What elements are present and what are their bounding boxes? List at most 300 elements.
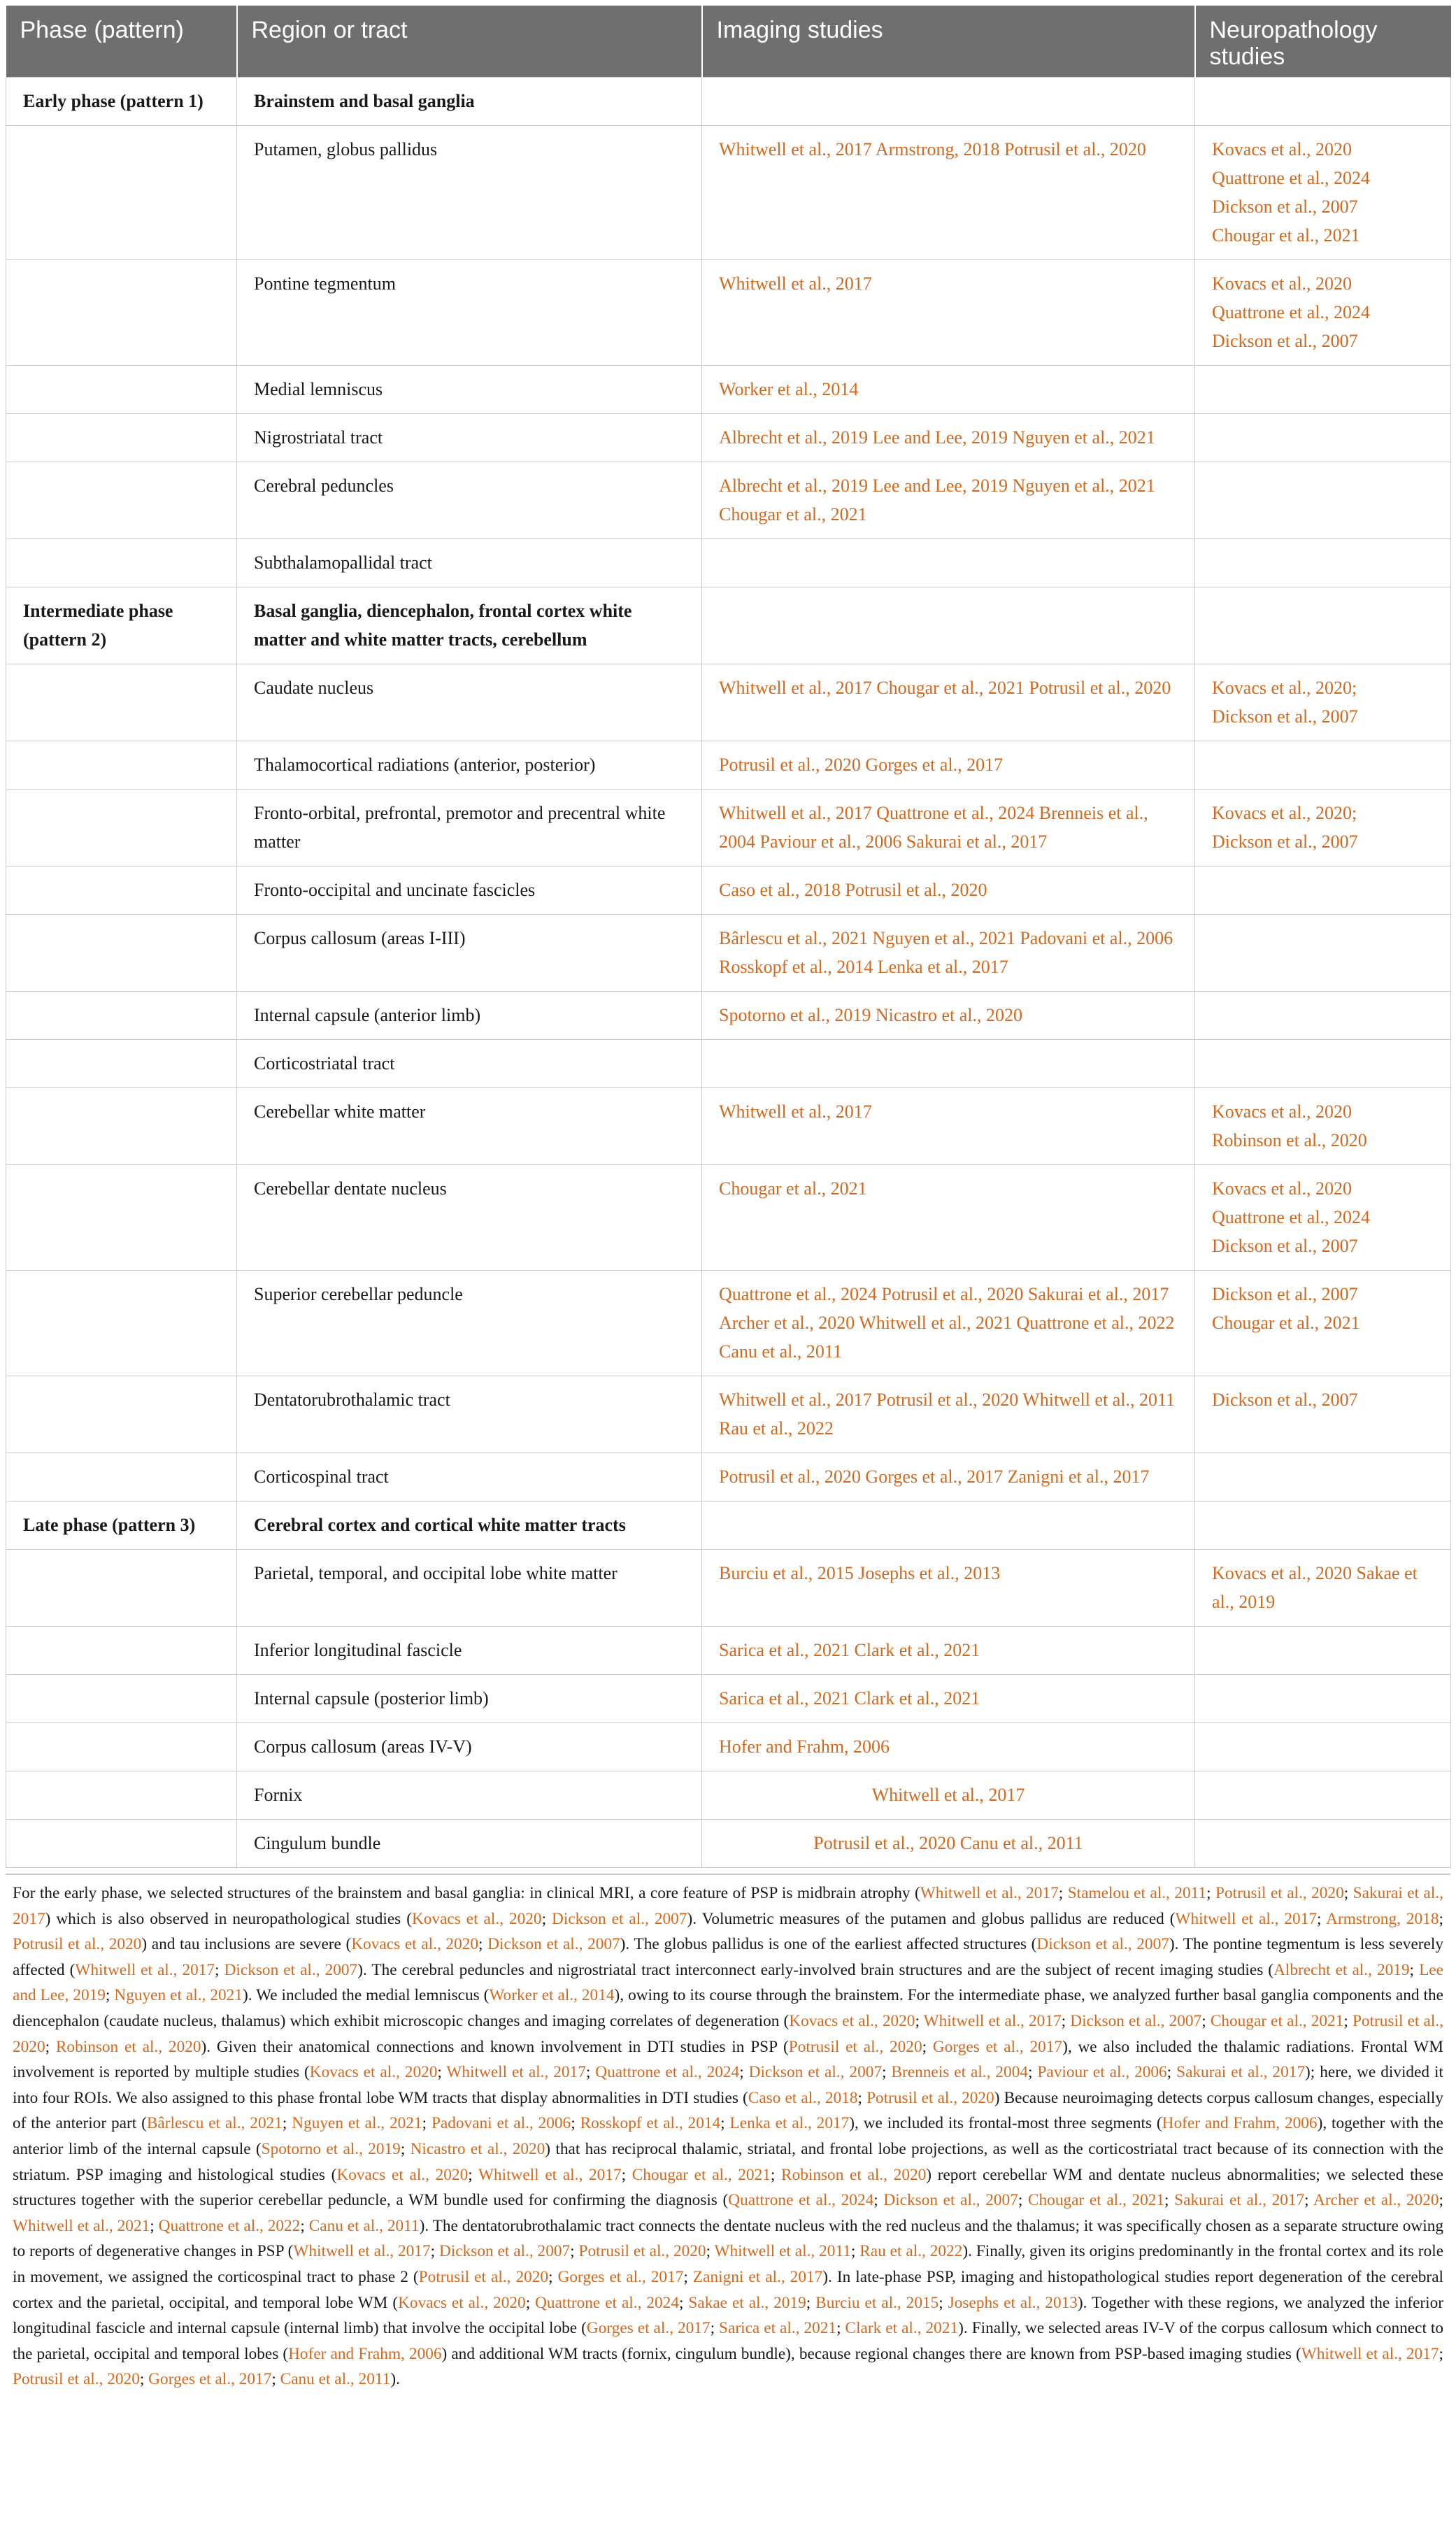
- phase-cell: [6, 366, 237, 414]
- caption-text: ;: [1317, 1909, 1327, 1928]
- caption-text: ). The pontine tegmentum is less severely affected (: [13, 1935, 1444, 1979]
- citation-link: Dickson et al., 2007: [487, 1935, 620, 1954]
- caption-text: ;: [105, 1986, 115, 2005]
- citation-link: Whitwell et al., 2017: [446, 2063, 586, 2082]
- caption-text: ). In late-phase PSP, imaging and histopathological studies report degeneration of the cerebral cortex and the parietal, occipital, and temporal lobe WM (: [13, 2267, 1444, 2312]
- caption-text: ). Finally, given its origins predominantly in the frontal cortex and its role in movement, we assigned the corticospinal tract to phase 2 (: [13, 2242, 1444, 2286]
- phase-cell: [6, 1040, 237, 1088]
- phase-cell: Late phase (pattern 3): [6, 1501, 237, 1550]
- citation-link: Quattrone et al., 2024: [595, 2063, 740, 2082]
- citation-link: Quattrone et al., 2024: [535, 2293, 679, 2312]
- citation-link: Worker et al., 2014: [489, 1986, 615, 2005]
- caption-text: ;: [45, 2037, 56, 2056]
- region-cell: Internal capsule (posterior limb): [237, 1675, 702, 1723]
- table-row: [6, 1627, 1451, 1675]
- imaging-cell: Whitwell et al., 2017: [702, 1088, 1195, 1165]
- citation-link: Potrusil et al., 2020: [13, 2011, 1444, 2056]
- citation-link: Robinson et al., 2020: [55, 2037, 201, 2056]
- imaging-cell: Sarica et al., 2021 Clark et al., 2021: [702, 1627, 1195, 1675]
- citation-link: Kovacs et al., 2020: [351, 1935, 479, 1954]
- imaging-cell: [702, 78, 1195, 126]
- caption-text: ).: [390, 2370, 400, 2389]
- region-cell: Cerebellar dentate nucleus: [237, 1165, 702, 1271]
- header-neuropathology: Neuropathology studies: [1195, 6, 1451, 78]
- caption-text: ;: [571, 2114, 580, 2133]
- citation-link: Archer et al., 2020: [1313, 2191, 1439, 2210]
- imaging-cell: Bârlescu et al., 2021 Nguyen et al., 2021 Padovani et al., 2006 Rosskopf et al., 2014 Lenka et al., 2017: [702, 915, 1195, 992]
- citation-link: Sakurai et al., 2017: [13, 1884, 1444, 1928]
- caption-text: ;: [710, 2319, 720, 2338]
- citation-link: Nicastro et al., 2020: [410, 2139, 545, 2158]
- citation-line: Chougar et al., 2021: [1212, 1313, 1360, 1333]
- imaging-cell: Whitwell et al., 2017: [702, 1771, 1195, 1820]
- citation-link: Dickson et al., 2007: [552, 1909, 687, 1928]
- region-cell: Fronto-orbital, prefrontal, premotor and precentral white matter: [237, 790, 702, 866]
- caption-text: ;: [468, 2165, 478, 2184]
- neuropathology-cell: [1195, 1165, 1451, 1271]
- table-row: [6, 866, 1451, 915]
- neuropathology-cell: [1195, 1376, 1451, 1453]
- citation-link: Quattrone et al., 2024: [728, 2191, 874, 2210]
- caption-text: ;: [478, 1935, 488, 1954]
- region-cell: Dentatorubrothalamic tract: [237, 1376, 702, 1453]
- citation-line: Quattrone et al., 2024: [1212, 1207, 1370, 1227]
- table-row: [6, 1550, 1451, 1627]
- citation-link: Canu et al., 2011: [308, 2216, 420, 2235]
- citation-link: Gorges et al., 2017: [557, 2267, 684, 2286]
- citation-link: Rau et al., 2022: [859, 2242, 963, 2261]
- imaging-cell: Potrusil et al., 2020 Gorges et al., 2017 Zanigni et al., 2017: [702, 1453, 1195, 1501]
- neuropathology-cell: [1195, 126, 1451, 260]
- caption-text: ) and tau inclusions are severe (: [141, 1935, 352, 1954]
- citation-line: Dickson et al., 2007: [1212, 1284, 1358, 1304]
- caption-text: ;: [548, 2267, 558, 2286]
- caption-text: ), together with the anterior limb of the internal capsule (: [13, 2114, 1444, 2158]
- table-container: [6, 6, 1450, 2392]
- phase-cell: [6, 741, 237, 790]
- citation-link: Kovacs et al., 2020: [411, 1909, 542, 1928]
- phase-region-table: [6, 6, 1451, 1868]
- table-row: [6, 790, 1451, 866]
- citation-line: Kovacs et al., 2020: [1212, 139, 1352, 159]
- table-row: [6, 260, 1451, 366]
- citation-line: Kovacs et al., 2020: [1212, 1178, 1352, 1199]
- table-row: [6, 126, 1451, 260]
- caption-text: ;: [720, 2114, 730, 2133]
- citation-line: Kovacs et al., 2020: [1212, 1101, 1352, 1122]
- region-cell: Subthalamopallidal tract: [237, 539, 702, 587]
- citation-link: Kovacs et al., 2020: [336, 2165, 469, 2184]
- citation-link: Dickson et al., 2007: [883, 2191, 1018, 2210]
- neuropathology-cell: [1195, 1550, 1451, 1627]
- table-row: [6, 915, 1451, 992]
- citation-line: Dickson et al., 2007: [1212, 706, 1358, 727]
- table-row: [6, 1723, 1451, 1771]
- citation-line: Quattrone et al., 2024: [1212, 168, 1370, 188]
- phase-cell: [6, 1627, 237, 1675]
- phase-cell: [6, 126, 237, 260]
- imaging-cell: Whitwell et al., 2017 Armstrong, 2018 Potrusil et al., 2020: [702, 126, 1195, 260]
- caption-text: ;: [215, 1960, 224, 1979]
- caption-text: ;: [678, 2293, 689, 2312]
- caption-text: ;: [1439, 1909, 1443, 1928]
- region-cell: Fronto-occipital and uncinate fascicles: [237, 866, 702, 915]
- caption-text: ;: [430, 2242, 439, 2261]
- caption-text: ;: [915, 2011, 924, 2030]
- phase-group-row: [6, 78, 1451, 126]
- neuropathology-cell: [1195, 1501, 1451, 1550]
- phase-cell: [6, 1820, 237, 1868]
- citation-link: Chougar et al., 2021: [631, 2165, 771, 2184]
- citation-link: Armstrong, 2018: [1326, 1909, 1439, 1928]
- neuropathology-cell: [1195, 664, 1451, 741]
- citation-link: Zanigni et al., 2017: [692, 2267, 823, 2286]
- table-row: [6, 992, 1451, 1040]
- citation-link: Potrusil et al., 2020: [13, 1935, 142, 1954]
- phase-cell: [6, 539, 237, 587]
- caption-text: ;: [1439, 2191, 1443, 2210]
- caption-text: ). The cerebral peduncles and nigrostriatal tract interconnect early-involved brain structures and are the subject of recent imaging studies (: [357, 1960, 1274, 1979]
- citation-link: Gorges et al., 2017: [932, 2037, 1063, 2056]
- region-cell: Internal capsule (anterior limb): [237, 992, 702, 1040]
- caption-text: ;: [1061, 2011, 1071, 2030]
- caption-text: ) and additional WM tracts (fornix, cingulum bundle), because regional changes there are known from PSP-based imaging studies (: [441, 2344, 1301, 2363]
- citation-link: Gorges et al., 2017: [148, 2370, 272, 2389]
- imaging-cell: Albrecht et al., 2019 Lee and Lee, 2019 Nguyen et al., 2021 Chougar et al., 2021: [702, 462, 1195, 539]
- caption-text: ). We included the medial lemniscus (: [242, 1986, 490, 2005]
- phase-cell: [6, 1723, 237, 1771]
- caption-text: ); here, we divided it into four ROIs. We also assigned to this phase frontal lobe WM tracts that display abnormalities in DTI studies (: [13, 2063, 1443, 2107]
- neuropathology-cell: [1195, 539, 1451, 587]
- neuropathology-cell: [1195, 1723, 1451, 1771]
- imaging-cell: [702, 587, 1195, 664]
- region-cell: Fornix: [237, 1771, 702, 1820]
- imaging-cell: Sarica et al., 2021 Clark et al., 2021: [702, 1675, 1195, 1723]
- region-cell: Caudate nucleus: [237, 664, 702, 741]
- neuropathology-cell: [1195, 1040, 1451, 1088]
- phase-cell: Intermediate phase (pattern 2): [6, 587, 237, 664]
- citation-link: Spotorno et al., 2019: [261, 2139, 401, 2158]
- phase-cell: [6, 1088, 237, 1165]
- caption-text: ;: [1201, 2011, 1211, 2030]
- citation-link: Kovacs et al., 2020: [309, 2063, 438, 2082]
- caption-text: ) that has reciprocal thalamic, striatal, and frontal lobe projections, as well as the corticostriatal tract because of its connection with the striatum. PSP imaging and histological studies (: [13, 2139, 1444, 2184]
- phase-cell: [6, 1453, 237, 1501]
- caption-text: ). Volumetric measures of the putamen and globus pallidus are reduced (: [687, 1909, 1176, 1928]
- caption-text: ;: [1409, 1960, 1420, 1979]
- region-cell: Parietal, temporal, and occipital lobe white matter: [237, 1550, 702, 1627]
- imaging-cell: Burciu et al., 2015 Josephs et al., 2013: [702, 1550, 1195, 1627]
- caption-text: ;: [621, 2165, 632, 2184]
- table-row: [6, 1771, 1451, 1820]
- phase-cell: [6, 260, 237, 366]
- citation-link: Caso et al., 2018: [748, 2088, 858, 2107]
- imaging-cell: Quattrone et al., 2024 Potrusil et al., 2020 Sakurai et al., 2017 Archer et al., 2020 Whitwell et al., 2021 Quattrone et al., 2022 Canu et al., 2011: [702, 1271, 1195, 1376]
- citation-link: Potrusil et al., 2020: [13, 2370, 140, 2389]
- caption-text: ;: [806, 2293, 816, 2312]
- citation-link: Padovani et al., 2006: [431, 2114, 571, 2133]
- caption-text: ). The globus pallidus is one of the earliest affected structures (: [620, 1935, 1037, 1954]
- phase-cell: [6, 1376, 237, 1453]
- phase-cell: [6, 1271, 237, 1376]
- caption-text: ;: [1058, 1884, 1068, 1902]
- region-cell: Cerebellar white matter: [237, 1088, 702, 1165]
- table-caption: [6, 1874, 1450, 2392]
- neuropathology-cell: [1195, 866, 1451, 915]
- caption-text: ;: [922, 2037, 933, 2056]
- citation-link: Potrusil et al., 2020: [1215, 1884, 1344, 1902]
- caption-text: ;: [850, 2242, 860, 2261]
- citation-link: Robinson et al., 2020: [781, 2165, 927, 2184]
- table-row: [6, 1271, 1451, 1376]
- imaging-cell: Spotorno et al., 2019 Nicastro et al., 2020: [702, 992, 1195, 1040]
- table-row: [6, 1453, 1451, 1501]
- citation-link: Burciu et al., 2015: [815, 2293, 939, 2312]
- citation-link: Dickson et al., 2007: [1036, 1935, 1169, 1954]
- citation-link: Whitwell et al., 2017: [923, 2011, 1062, 2030]
- caption-text: ;: [857, 2088, 867, 2107]
- region-cell: Putamen, globus pallidus: [237, 126, 702, 260]
- table-row: [6, 1040, 1451, 1088]
- phase-group-row: [6, 1501, 1451, 1550]
- imaging-cell: Chougar et al., 2021: [702, 1165, 1195, 1271]
- phase-cell: [6, 414, 237, 462]
- caption-text: ) report cerebellar WM and dentate nucleus abnormalities; we selected these structures together with the superior cerebellar peduncle, a WM bundle used for confirming the diagnosis (: [13, 2165, 1443, 2210]
- caption-text: ;: [1166, 2063, 1177, 2082]
- neuropathology-cell: [1195, 78, 1451, 126]
- header-row: [6, 6, 1451, 78]
- citation-link: Dickson et al., 2007: [748, 2063, 883, 2082]
- caption-text: ;: [437, 2063, 447, 2082]
- citation-link: Brenneis et al., 2004: [891, 2063, 1029, 2082]
- citation-link: Whitwell et al., 2011: [714, 2242, 851, 2261]
- citation-line: Dickson et al., 2007: [1212, 832, 1358, 852]
- citation-link: Paviour et al., 2006: [1037, 2063, 1167, 2082]
- caption-text: ;: [525, 2293, 536, 2312]
- caption-text: ;: [585, 2063, 596, 2082]
- citation-line: Dickson et al., 2007: [1212, 331, 1358, 351]
- table-row: [6, 414, 1451, 462]
- citation-link: Lenka et al., 2017: [729, 2114, 850, 2133]
- neuropathology-cell: [1195, 366, 1451, 414]
- table-row: [6, 462, 1451, 539]
- citation-link: Whitwell et al., 2017: [478, 2165, 622, 2184]
- caption-text: ;: [1206, 1884, 1215, 1902]
- region-cell: Medial lemniscus: [237, 366, 702, 414]
- citation-link: Sakurai et al., 2017: [1176, 2063, 1306, 2082]
- region-cell: Corticostriatal tract: [237, 1040, 702, 1088]
- citation-link: Whitwell et al., 2017: [1175, 1909, 1317, 1928]
- citation-link: Chougar et al., 2021: [1210, 2011, 1344, 2030]
- table-row: [6, 1376, 1451, 1453]
- table-header: [6, 6, 1451, 78]
- table-body: [6, 78, 1451, 1868]
- region-cell: Thalamocortical radiations (anterior, posterior): [237, 741, 702, 790]
- citation-link: Canu et al., 2011: [280, 2370, 391, 2389]
- phase-cell: [6, 1771, 237, 1820]
- region-cell: Corpus callosum (areas I-III): [237, 915, 702, 992]
- caption-text: ), we included its frontal-most three segments (: [849, 2114, 1162, 2133]
- phase-cell: [6, 866, 237, 915]
- imaging-cell: Whitwell et al., 2017 Quattrone et al., 2024 Brenneis et al., 2004 Paviour et al., 2006 Sakurai et al., 2017: [702, 790, 1195, 866]
- phase-cell: [6, 790, 237, 866]
- citation-link: Whitwell et al., 2017: [75, 1960, 215, 1979]
- region-group-cell: Basal ganglia, diencephalon, frontal cortex white matter and white matter tracts, cerebellum: [237, 587, 702, 664]
- caption-text: ;: [271, 2370, 280, 2389]
- phase-cell: [6, 1550, 237, 1627]
- citation-link: Bârlescu et al., 2021: [146, 2114, 283, 2133]
- region-cell: Cerebral peduncles: [237, 462, 702, 539]
- citation-link: Nguyen et al., 2021: [292, 2114, 422, 2133]
- neuropathology-cell: [1195, 1453, 1451, 1501]
- caption-text: ;: [1018, 2191, 1028, 2210]
- region-group-cell: Cerebral cortex and cortical white matter tracts: [237, 1501, 702, 1550]
- region-cell: Corticospinal tract: [237, 1453, 702, 1501]
- neuropathology-cell: [1195, 1271, 1451, 1376]
- citation-link: Potrusil et al., 2020: [866, 2088, 994, 2107]
- table-row: [6, 741, 1451, 790]
- neuropathology-cell: [1195, 992, 1451, 1040]
- caption-text: ). Given their anatomical connections and known involvement in DTI studies in PSP (: [201, 2037, 789, 2056]
- caption-text: For the early phase, we selected structures of the brainstem and basal ganglia: in clinical MRI, a core feature of PSP is midbrain atrophy (: [13, 1884, 920, 1902]
- phase-cell: [6, 664, 237, 741]
- caption-text: ;: [1028, 2063, 1038, 2082]
- citation-link: Potrusil et al., 2020: [578, 2242, 706, 2261]
- citation-link: Potrusil et al., 2020: [788, 2037, 922, 2056]
- imaging-cell: [702, 539, 1195, 587]
- citation-link: Sakae et al., 2019: [688, 2293, 806, 2312]
- caption-text: ;: [770, 2165, 782, 2184]
- header-imaging: Imaging studies: [702, 6, 1195, 78]
- caption-text: ;: [1164, 2191, 1175, 2210]
- caption-text: ), we also included the thalamic radiations. Frontal WM involvement is reported by multiple studies (: [13, 2037, 1444, 2082]
- table-row: [6, 1165, 1451, 1271]
- phase-cell: [6, 1675, 237, 1723]
- region-cell: Corpus callosum (areas IV-V): [237, 1723, 702, 1771]
- neuropathology-cell: [1195, 915, 1451, 992]
- table-row: [6, 664, 1451, 741]
- caption-text: ;: [873, 2191, 884, 2210]
- citation-link: Whitwell et al., 2017: [1301, 2344, 1439, 2363]
- neuropathology-cell: [1195, 462, 1451, 539]
- caption-text: ;: [1343, 1884, 1353, 1902]
- region-cell: Pontine tegmentum: [237, 260, 702, 366]
- caption-text: ;: [422, 2114, 431, 2133]
- caption-text: ;: [1439, 2344, 1443, 2363]
- citation-link: Rosskopf et al., 2014: [580, 2114, 721, 2133]
- neuropathology-cell: [1195, 741, 1451, 790]
- table-row: [6, 1675, 1451, 1723]
- neuropathology-cell: [1195, 587, 1451, 664]
- citation-link: Lee and Lee, 2019: [13, 1960, 1443, 2005]
- caption-text: ;: [570, 2242, 579, 2261]
- citation-link: Whitwell et al., 2017: [920, 1884, 1059, 1902]
- caption-text: ;: [938, 2293, 948, 2312]
- citation-line: Kovacs et al., 2020 Sakae et al., 2019: [1212, 1563, 1418, 1612]
- citation-line: Chougar et al., 2021: [1212, 225, 1360, 245]
- citation-link: Whitwell et al., 2017: [293, 2242, 431, 2261]
- citation-link: Kovacs et al., 2020: [789, 2011, 915, 2030]
- caption-text: ;: [882, 2063, 892, 2082]
- caption-text: ) which is also observed in neuropathological studies (: [45, 1909, 412, 1928]
- citation-line: Kovacs et al., 2020: [1212, 273, 1352, 294]
- citation-link: Stamelou et al., 2011: [1067, 1884, 1207, 1902]
- phase-cell: Early phase (pattern 1): [6, 78, 237, 126]
- neuropathology-cell: [1195, 1675, 1451, 1723]
- caption-text: ;: [400, 2139, 411, 2158]
- citation-link: Quattrone et al., 2022: [158, 2216, 301, 2235]
- region-cell: Cingulum bundle: [237, 1820, 702, 1868]
- citation-link: Hofer and Frahm, 2006: [288, 2344, 442, 2363]
- table-row: [6, 1088, 1451, 1165]
- caption-text: ). Finally, we selected areas IV-V of the corpus callosum which connect to the parietal, occipital and temporal lobes (: [13, 2319, 1444, 2363]
- caption-text: ;: [1343, 2011, 1352, 2030]
- phase-group-row: [6, 587, 1451, 664]
- citation-line: Kovacs et al., 2020;: [1212, 678, 1357, 698]
- citation-line: Quattrone et al., 2024: [1212, 302, 1370, 322]
- citation-link: Gorges et al., 2017: [586, 2319, 711, 2338]
- phase-cell: [6, 1165, 237, 1271]
- citation-link: Albrecht et al., 2019: [1273, 1960, 1410, 1979]
- caption-text: ;: [739, 2063, 749, 2082]
- caption-text: ;: [706, 2242, 715, 2261]
- imaging-cell: Worker et al., 2014: [702, 366, 1195, 414]
- region-cell: Nigrostriatal tract: [237, 414, 702, 462]
- neuropathology-cell: [1195, 1627, 1451, 1675]
- table-row: [6, 539, 1451, 587]
- citation-link: Dickson et al., 2007: [438, 2242, 571, 2261]
- header-region: Region or tract: [237, 6, 702, 78]
- caption-text: ;: [1304, 2191, 1314, 2210]
- caption-text: ) Because neuroimaging detects corpus callosum changes, especially of the anterior part (: [13, 2088, 1444, 2133]
- citation-line: Kovacs et al., 2020;: [1212, 803, 1357, 823]
- citation-line: Dickson et al., 2007: [1212, 1236, 1358, 1256]
- citation-line: Robinson et al., 2020: [1212, 1130, 1367, 1150]
- caption-text: ). Together with these regions, we analyzed the inferior longitudinal fascicle and internal capsule (internal limb) that involve the occipital lobe (: [13, 2293, 1444, 2338]
- neuropathology-cell: [1195, 1771, 1451, 1820]
- citation-link: Josephs et al., 2013: [948, 2293, 1078, 2312]
- citation-link: Hofer and Frahm, 2006: [1162, 2114, 1318, 2133]
- caption-text: ), owing to its course through the brainstem. For the intermediate phase, we analyzed further basal ganglia components and the diencephalon (caudate nucleus, thalamus) which exhibit microscopic changes and imaging correlates of degeneration (: [13, 1986, 1443, 2030]
- imaging-cell: Hofer and Frahm, 2006: [702, 1723, 1195, 1771]
- phase-cell: [6, 462, 237, 539]
- imaging-cell: Caso et al., 2018 Potrusil et al., 2020: [702, 866, 1195, 915]
- citation-link: Sarica et al., 2021: [719, 2319, 837, 2338]
- imaging-cell: [702, 1040, 1195, 1088]
- citation-link: Kovacs et al., 2020: [398, 2293, 526, 2312]
- neuropathology-cell: [1195, 1088, 1451, 1165]
- citation-line: Dickson et al., 2007: [1212, 197, 1358, 217]
- citation-link: Chougar et al., 2021: [1027, 2191, 1165, 2210]
- region-group-cell: Brainstem and basal ganglia: [237, 78, 702, 126]
- imaging-cell: Whitwell et al., 2017: [702, 260, 1195, 366]
- table-row: [6, 366, 1451, 414]
- citation-link: Nguyen et al., 2021: [114, 1986, 243, 2005]
- caption-text: ;: [139, 2370, 149, 2389]
- caption-text: ). The dentatorubrothalamic tract connects the dentate nucleus with the red nucleus and the thalamus; it was specifically chosen as a separate structure owing to reports of degenerative changes in PSP (: [13, 2216, 1444, 2261]
- caption-text: ;: [683, 2267, 693, 2286]
- region-cell: Superior cerebellar peduncle: [237, 1271, 702, 1376]
- phase-cell: [6, 992, 237, 1040]
- citation-link: Dickson et al., 2007: [1070, 2011, 1202, 2030]
- citation-link: Dickson et al., 2007: [224, 1960, 358, 1979]
- citation-link: Clark et al., 2021: [845, 2319, 959, 2338]
- imaging-cell: Albrecht et al., 2019 Lee and Lee, 2019 Nguyen et al., 2021: [702, 414, 1195, 462]
- neuropathology-cell: [1195, 260, 1451, 366]
- neuropathology-cell: [1195, 790, 1451, 866]
- caption-text: ;: [150, 2216, 159, 2235]
- imaging-cell: Potrusil et al., 2020 Canu et al., 2011: [702, 1820, 1195, 1868]
